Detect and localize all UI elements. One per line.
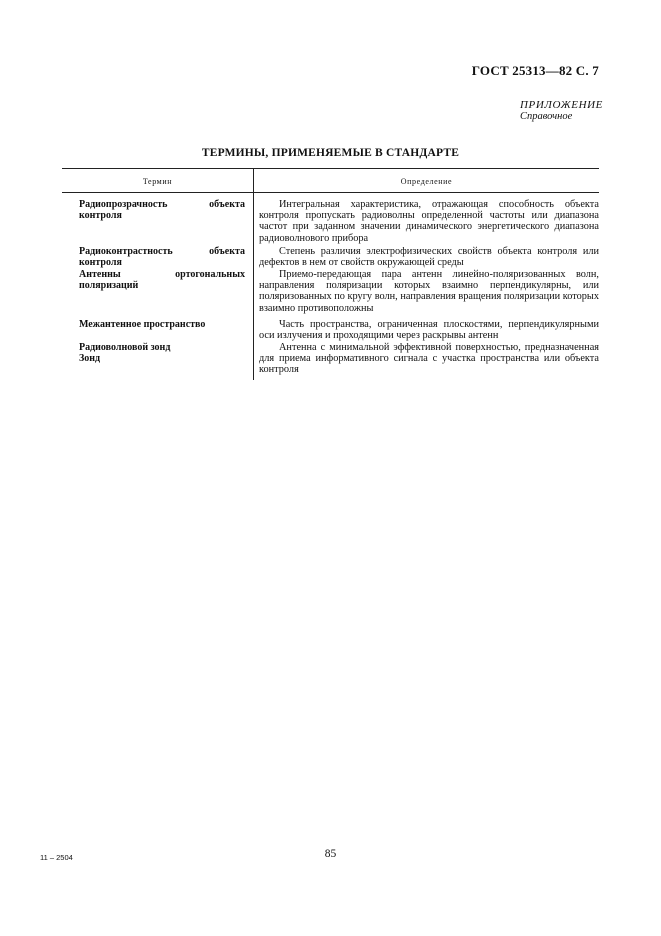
appendix-label: ПРИЛОЖЕНИЕ (520, 99, 603, 111)
table-header-rule (62, 192, 599, 193)
term-cell-synonym: Зонд (79, 353, 101, 365)
page-number: 85 (324, 848, 337, 860)
column-header-definition: Определение (400, 177, 453, 186)
table-top-rule (62, 168, 599, 169)
term-cell: Межантенное пространство (79, 319, 206, 330)
appendix-type: Справочное (520, 111, 573, 122)
table-column-divider (253, 168, 254, 380)
term-cell: Антенны ортогональных поляризаций (79, 269, 245, 292)
standard-code: ГОСТ 25313—82 С. 7 (471, 63, 599, 78)
definition-cell: Степень различия электрофизических свойств объекта контроля или дефектов в нем от свойств окружающей среды (259, 246, 599, 269)
column-header-term: Термин (142, 177, 173, 186)
term-cell: Радиоволновой зонд (79, 342, 171, 353)
definition-cell: Приемо-передающая пара антенн линейно-поляризованных волн, направления поляризации которых взаимно перпендикулярны, или поляризованных по кругу волн, направления вращения поляризации которых взаимно противоположны (259, 269, 599, 314)
page-title: ТЕРМИНЫ, ПРИМЕНЯЕМЫЕ В СТАНДАРТЕ (201, 147, 460, 159)
definition-cell: Интегральная характеристика, отражающая способность объекта контроля пропускать радиоволны определенной частоты или диапазона частот при заданном значении динамического энергетического диапазона радиоволнового прибора (259, 199, 599, 244)
term-cell: Радиоконтрастность объекта контроля (79, 246, 245, 269)
definition-cell: Часть пространства, ограниченная плоскостями, перпендикулярными оси излучения и проходящими через раскрывы антенн (259, 319, 599, 342)
term-cell: Радиопрозрачность объекта контроля (79, 199, 245, 222)
print-code: 11 – 2504 (40, 853, 73, 862)
definition-cell: Антенна с минимальной эффективной поверхностью, предназначенная для приема информативного сигнала с участка пространства или объекта контроля (259, 342, 599, 376)
